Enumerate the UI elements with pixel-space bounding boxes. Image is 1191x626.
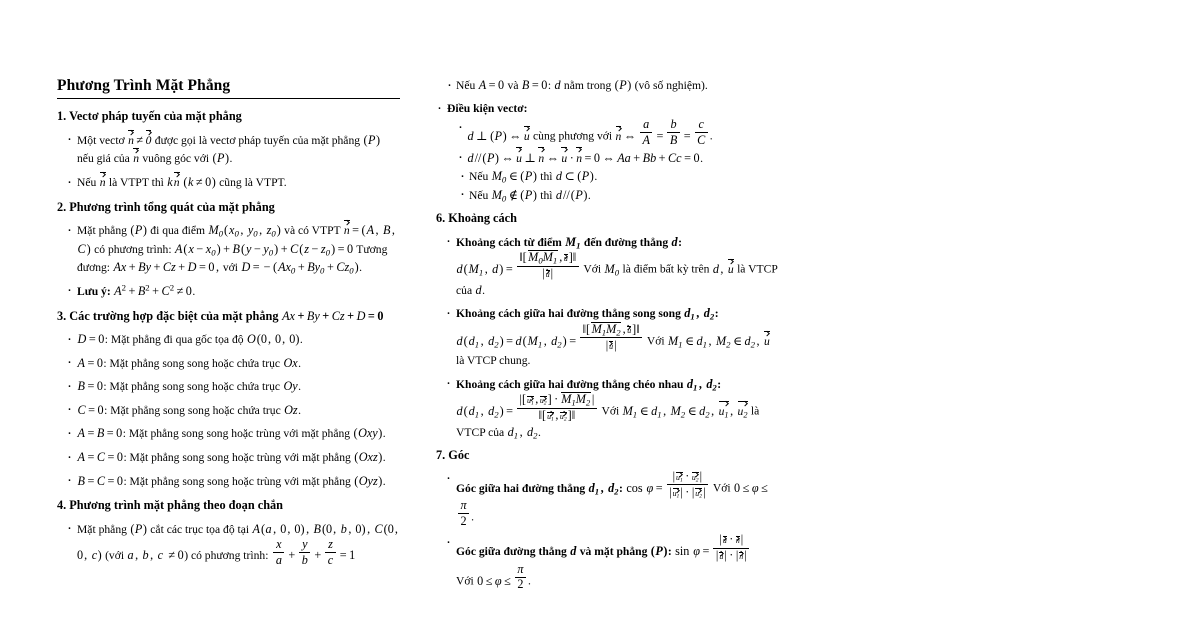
section-heading-3: 3. Các trường hợp đặc biệt của mặt phẳng Ax + By + Cz + D = 0 [57, 308, 384, 323]
section-4-list [57, 520, 400, 568]
list-item: · Khoảng cách giữa hai đường thẳng chéo nhau $d_1$ , $d_2$: $d(d_1$ , $d_2$) = $\frac{|[u_1 , u_2] \cdot M_1M_2 |}{‖[u_1 , u_2]‖}$ Với $M_1$ ∈ $d_1$ , $M_2$ ∈ $d_2$ , $u_1$ , $u_2$ là VTCP của $d_1$ , $d_2$. [445, 375, 779, 442]
section-heading-7: 7. Góc [436, 448, 470, 463]
list-item: · B = C = 0: Mặt phẳng song song hoặc trùng với mặt phẳng (Oyz). [66, 472, 400, 491]
section-2-list [57, 221, 400, 300]
list-item: · Khoảng cách giữa hai đường thẳng song song $d_1$ , $d_2$: $d(d_1$ , $d_2) = d(M_1$ , $d_2$) = $\frac{‖[ M_1M_2 , u]‖}{|u|}$ Với $M_1$ ∈ $d_1$ , $M_2$ ∈ $d_2$ , u là VTCP chung. [445, 304, 779, 370]
section-3-list [57, 330, 400, 490]
list-item: · Khoảng cách từ điểm $M_1$ đến đường thẳng d: $d(M_1$ , d) = $\frac{‖[ M_0M_1 , u]‖}{|u|}$ Với $M_0$ là điểm bất kỳ trên d , u là VTCP của d. [445, 233, 779, 300]
vector-condition-sublist [447, 118, 779, 167]
list-item: · A = B = 0: Mặt phẳng song song hoặc trùng với mặt phẳng (Oxy). [66, 424, 400, 443]
title-divider [57, 98, 400, 99]
right-column [436, 76, 779, 592]
section-heading-4: 4. Phương trình mặt phẳng theo đoạn chắn [57, 498, 284, 513]
continued-list [436, 76, 779, 95]
section-1-list [57, 131, 400, 192]
section-heading-6: 6. Khoảng cách [436, 211, 517, 226]
list-item: · Nếu n là VTPT thì kn (k ≠ 0) cũng là VTPT. [66, 173, 400, 192]
vector-condition-subsublist [447, 167, 779, 204]
list-item: · Góc giữa đường thẳng d và mặt phẳng (P): sin φ = $\frac{|u \cdot n|}{|u| \cdot |n|}$ Với 0 ≤ φ ≤ $\frac{\pi}{2}$ . [445, 533, 779, 592]
list-item: · Góc giữa hai đường thẳng $d_1$ , $d_2$: cos φ = $\frac{|u_1 \cdot u_2|}{|u_1| \cdot |u_2|}$ Với 0 ≤ φ ≤ $\frac{\pi}{2}$ . [445, 470, 779, 529]
vector-condition-label: Điều kiện vectơ: [447, 101, 528, 115]
list-item: · Nếu A = 0 và B = 0: d nằm trong (P) (vô số nghiệm). [446, 76, 779, 95]
list-item: · D = 0: Mặt phẳng đi qua gốc tọa độ O(0, 0, 0). [66, 330, 400, 349]
list-item: · Mặt phẳng (P) đi qua điểm $M_0(x_0$ , $y_0$ , $z_0$) và có VTPT n = (A , B , C) có phương trình: $A(x - x_0) + B(y - y_0) + C(z - z_0) = 0$ Tương đương: Ax + By + Cz + D = 0 , với D = − $(Ax_0 + By_0 + Cz_0)$. [66, 221, 400, 277]
list-item: · Nếu $M_0$ ∉ (P) thì d//(P). [459, 186, 779, 205]
vector-condition-list [436, 100, 779, 205]
section-7-list [436, 470, 779, 592]
list-item: · d ⊥ (P) ⇔ u cùng phương với n ⇔ $\frac{a}{A}$ = $\frac{b}{B}$ = $\frac{c}{C}$ . [457, 118, 779, 147]
list-item: · A = 0: Mặt phẳng song song hoặc chứa trục Ox. [66, 354, 400, 373]
list-item: · Lưu ý: $A^2 + B^2 + C^2 \ne 0$. [66, 282, 400, 301]
left-column [57, 76, 400, 592]
section-heading-2: 2. Phương trình tổng quát của mặt phẳng [57, 199, 275, 214]
list-item: · C = 0: Mặt phẳng song song hoặc chứa trục Oz. [66, 401, 400, 420]
two-column-layout [57, 76, 1137, 592]
list-item: · B = 0: Mặt phẳng song song hoặc chứa trục Oy. [66, 377, 400, 396]
list-item [436, 100, 779, 205]
list-item: · d//(P) ⇔ u ⊥ n ⇔ u · n = 0 ⇔ Aa + Bb + Cc = 0. [457, 149, 779, 168]
section-heading-3-text: 3. Các trường hợp đặc biệt của mặt phẳng [57, 308, 279, 323]
section-6-list [436, 233, 779, 442]
list-item: · A = C = 0: Mặt phẳng song song hoặc trùng với mặt phẳng (Oxz). [66, 448, 400, 467]
page-title: Phương Trình Mặt Phẳng [57, 77, 231, 94]
section-heading-1: 1. Vectơ pháp tuyến của mặt phẳng [57, 109, 242, 124]
list-item: · Mặt phẳng (P) cắt các trục tọa độ tại A(a , 0, 0) , B(0, b , 0) , C(0, 0, c) (với a , b , c ≠ 0) có phương trình: $\frac{x}{a}$ + $\frac{y}{b}$ + $\frac{z}{c}$ = 1 [66, 520, 400, 568]
list-item: · Một vectơ n ≠ 0 được gọi là vectơ pháp tuyến của mặt phẳng (P) nếu giá của n vuông góc với (P). [66, 131, 400, 168]
list-item: · Nếu $M_0$ ∈ (P) thì d ⊂ (P). [459, 167, 779, 186]
